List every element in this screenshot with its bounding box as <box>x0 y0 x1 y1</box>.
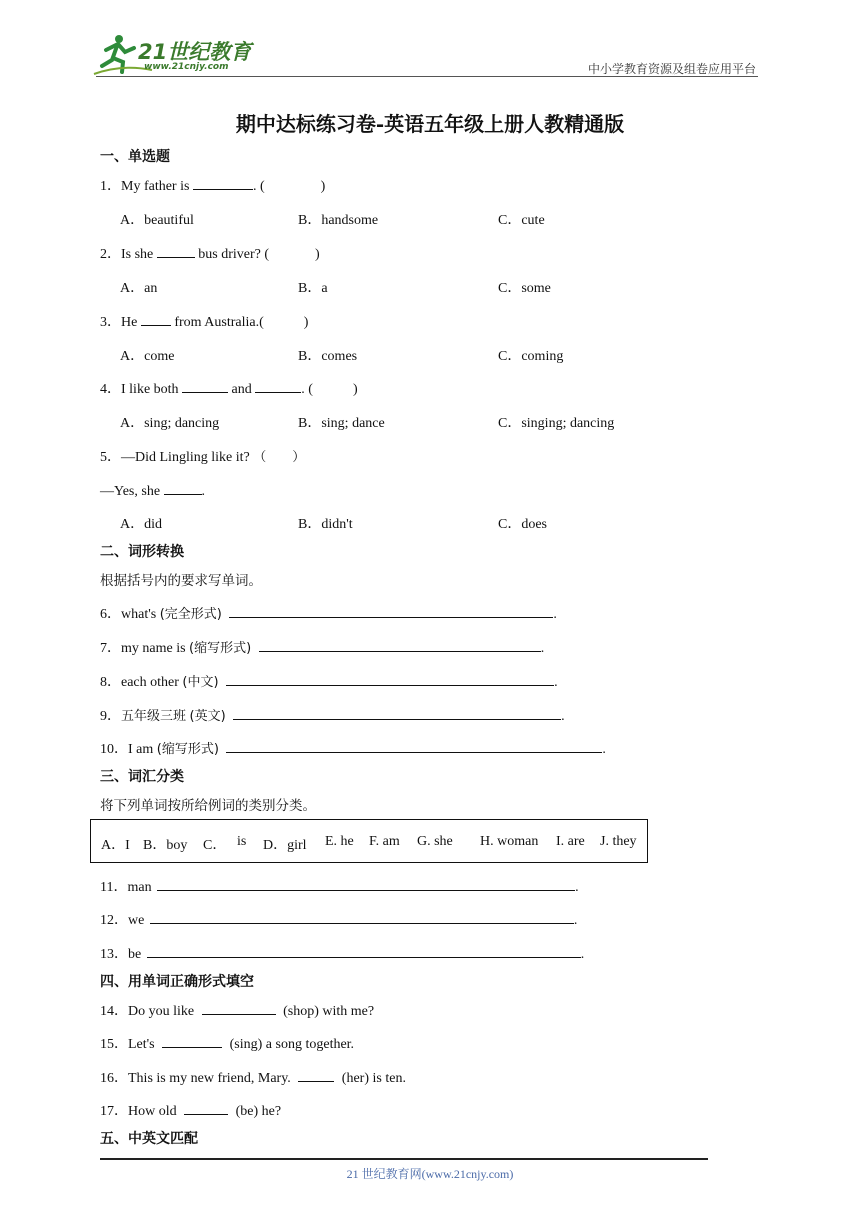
option-c[interactable]: C．some <box>498 281 551 296</box>
option-a[interactable]: A．did <box>120 517 162 532</box>
word-bank-item: A．I <box>101 838 130 853</box>
option-a[interactable]: A．sing; dancing <box>120 416 220 431</box>
option-a[interactable]: A．come <box>120 349 175 364</box>
word-bank-item: J. they <box>600 834 637 849</box>
question-number: 9． <box>100 709 121 724</box>
option-a[interactable]: A．an <box>120 281 158 296</box>
question-tail: . ( <box>252 179 265 194</box>
section-heading-1: 一、单选题 <box>100 149 170 165</box>
answer-line[interactable] <box>226 671 554 686</box>
word-bank-item: D．girl <box>263 838 307 853</box>
question-hint: (shop) with me? <box>283 1004 375 1019</box>
word-bank-item: E. he <box>325 834 354 849</box>
answer-blank[interactable] <box>298 1067 334 1082</box>
question-14 <box>100 1000 374 1020</box>
option-a[interactable]: A．beautiful <box>120 213 194 228</box>
question-number: 8． <box>100 675 121 690</box>
section-heading-4: 四、用单词正确形式填空 <box>100 974 254 990</box>
question-word: man <box>127 880 152 895</box>
question-tail: . ( <box>301 382 313 397</box>
question-stem: —Did Lingling like it? <box>121 450 250 465</box>
word-bank-item: I. are <box>556 834 585 849</box>
question-number: 5． <box>100 450 121 465</box>
answer-blank[interactable] <box>141 311 171 326</box>
question-hint: (缩写形式) <box>156 742 219 757</box>
option-b[interactable]: B．sing; dance <box>298 416 385 431</box>
question-hint: (sing) a song together. <box>229 1037 355 1052</box>
option-c[interactable]: C．cute <box>498 213 545 228</box>
question-number: 4． <box>100 382 121 397</box>
question-number: 17． <box>100 1104 128 1119</box>
question-number: 15． <box>100 1037 128 1052</box>
answer-blank[interactable] <box>157 243 195 258</box>
question-number: 3． <box>100 315 121 330</box>
question-number: 7． <box>100 641 121 656</box>
question-number: 10． <box>100 742 128 757</box>
question-word: what's <box>121 607 157 622</box>
question-1 <box>100 175 325 195</box>
question-word: my name is <box>121 641 186 656</box>
question-hint: (her) is ten. <box>341 1071 406 1086</box>
option-b[interactable]: B．didn't <box>298 517 353 532</box>
answer-paren: （ ） <box>253 450 306 465</box>
question-stem: He <box>121 315 138 330</box>
answer-blank[interactable] <box>162 1033 222 1048</box>
question-stem: How old <box>128 1104 177 1119</box>
question-word: I am <box>128 742 154 757</box>
question-number: 11． <box>100 880 128 895</box>
question-word: 五年级三班 <box>121 709 187 724</box>
answer-line[interactable] <box>157 876 575 891</box>
site-logo <box>92 30 262 76</box>
question-stem: This is my new friend, Mary. <box>128 1071 291 1086</box>
word-bank-item: C． <box>203 838 227 853</box>
option-c[interactable]: C．singing; dancing <box>498 416 615 431</box>
question-tail: bus driver? ( <box>198 247 270 262</box>
question-tail: from Australia.( <box>174 315 264 330</box>
question-stem: My father is <box>121 179 190 194</box>
question-4 <box>100 378 358 398</box>
question-number: 2． <box>100 247 121 262</box>
word-bank-item: F. am <box>369 834 400 849</box>
question-stem: —Yes, she <box>100 484 161 499</box>
answer-paren: ) <box>320 179 326 194</box>
question-12: 12．we . <box>100 909 577 929</box>
platform-label: 中小学教育资源及组卷应用平台 <box>587 62 756 76</box>
question-number: 13． <box>100 947 128 962</box>
question-17 <box>100 1100 281 1120</box>
answer-line[interactable] <box>226 738 602 753</box>
answer-paren: ) <box>352 382 358 397</box>
question-stem: Do you like <box>128 1004 195 1019</box>
question-mid: and <box>231 382 252 397</box>
question-16 <box>100 1067 406 1087</box>
answer-blank[interactable] <box>193 175 253 190</box>
section-heading-5: 五、中英文匹配 <box>100 1131 198 1147</box>
question-13: 13．be . <box>100 943 584 963</box>
option-b[interactable]: B．a <box>298 281 328 296</box>
word-bank-item: H. woman <box>480 834 539 849</box>
answer-line[interactable] <box>259 637 541 652</box>
footer-divider <box>100 1158 708 1160</box>
answer-blank[interactable] <box>182 378 228 393</box>
question-10: 10．I am (缩写形式) . <box>100 738 606 758</box>
section-heading-3: 三、词汇分类 <box>100 769 184 785</box>
question-hint: (be) he? <box>235 1104 282 1119</box>
question-3 <box>100 311 308 331</box>
word-bank-item: G. she <box>417 834 453 849</box>
word-bank-box <box>90 819 648 863</box>
option-c[interactable]: C．does <box>498 517 547 532</box>
question-15 <box>100 1033 354 1053</box>
logo-text: 21世纪教育 <box>138 40 252 64</box>
answer-paren: ) <box>315 247 320 262</box>
logo-url: www.21cnjy.com <box>144 62 229 72</box>
question-hint: (缩写形式) <box>189 641 252 656</box>
section-instruction-2: 根据括号内的要求写单词。 <box>100 573 262 589</box>
answer-blank[interactable] <box>164 480 202 495</box>
question-2 <box>100 243 320 263</box>
header-divider <box>96 76 758 77</box>
answer-paren: ) <box>303 315 309 330</box>
question-number: 16． <box>100 1071 128 1086</box>
question-11: 11．man . <box>100 876 579 896</box>
question-hint: (英文) <box>189 709 226 724</box>
word-bank-item: B．boy <box>143 838 188 853</box>
answer-line[interactable] <box>233 705 561 720</box>
answer-line[interactable] <box>147 943 581 958</box>
question-7: 7．my name is (缩写形式) . <box>100 637 544 657</box>
option-b[interactable]: B．handsome <box>298 213 379 228</box>
question-number: 14． <box>100 1004 128 1019</box>
question-8: 8．each other (中文) . <box>100 671 558 691</box>
question-stem: Let's <box>128 1037 155 1052</box>
section-heading-2: 二、词形转换 <box>100 544 184 560</box>
word-bank-item: is <box>237 834 247 849</box>
answer-line[interactable] <box>150 909 574 924</box>
question-hint: (完全形式) <box>159 607 222 622</box>
answer-blank[interactable] <box>202 1000 276 1015</box>
footer-link[interactable]: 21 世纪教育网(www.21cnjy.com) <box>346 1167 514 1181</box>
answer-blank[interactable] <box>255 378 301 393</box>
question-stem: Is she <box>121 247 154 262</box>
question-stem: I like both <box>121 382 179 397</box>
question-tail: . <box>201 484 206 499</box>
option-c[interactable]: C．coming <box>498 349 564 364</box>
question-5-line-2 <box>100 480 205 500</box>
question-6: 6．what's (完全形式) . <box>100 603 557 623</box>
answer-line[interactable] <box>229 603 553 618</box>
page-title: 期中达标练习卷-英语五年级上册人教精通版 <box>235 112 625 136</box>
question-hint: (中文) <box>182 675 219 690</box>
question-number: 1． <box>100 179 121 194</box>
option-b[interactable]: B．comes <box>298 349 358 364</box>
question-word: be <box>128 947 142 962</box>
section-instruction-3: 将下列单词按所给例词的类别分类。 <box>100 798 316 814</box>
question-word: we <box>128 913 145 928</box>
answer-blank[interactable] <box>184 1100 228 1115</box>
question-number: 6． <box>100 607 121 622</box>
question-5 <box>100 446 305 466</box>
question-number: 12． <box>100 913 128 928</box>
question-9: 9．五年级三班 (英文) . <box>100 705 565 725</box>
question-word: each other <box>121 675 179 690</box>
